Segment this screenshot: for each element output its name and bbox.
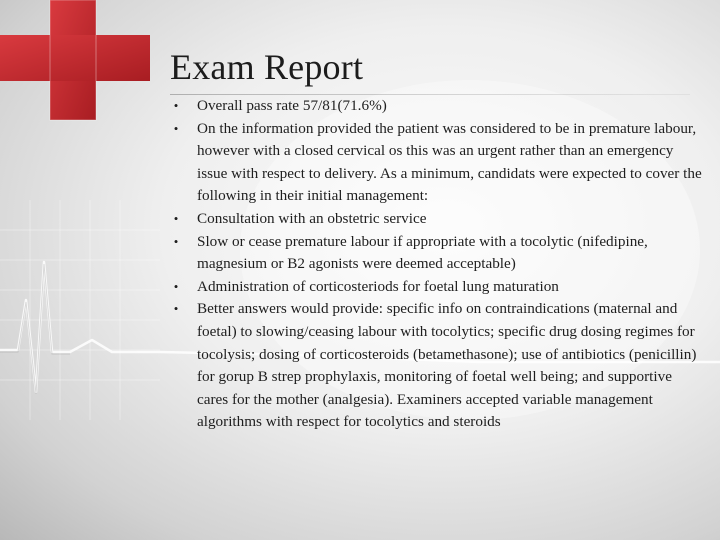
red-cross-icon: [0, 0, 150, 120]
bullet-text: Administration of corticosteriods for foetal lung maturation: [197, 277, 559, 295]
bullet-text: Slow or cease premature labour if appropriate with a tocolytic (nifedipine, magnesium or B2 agonists were deemed acceptable): [197, 232, 648, 273]
bullet-text: On the information provided the patient was considered to be in premature labour, however with a closed cervical os this was an urgent rather than an emergency issue with respect to delivery. As a minimum, candidats were expected to cover the following in their initial management:: [197, 119, 702, 205]
bullet-list: [170, 95, 705, 434]
bullet-item: [170, 276, 705, 299]
bullet-text: Consultation with an obstetric service: [197, 209, 427, 227]
bullet-item: [170, 298, 705, 434]
bullet-icon: •: [173, 278, 179, 294]
bullet-text: Better answers would provide: specific info on contraindications (maternal and foetal) to slowing/ceasing labour with tocolytics; specific drug dosing regimes for tocolysis; dosing of corticosteroids (betamethasone); use of antibiotics (penicillin) for gorup B strep prophylaxis, monitoring of foetal well being; and supportive cares for the mother (analgesia). Examiners accepted variable management algorithms with respect for tocolytics and steroids: [197, 300, 697, 431]
slide-title: Exam Report: [170, 47, 364, 87]
bullet-icon: •: [173, 120, 179, 136]
bullet-item: [170, 208, 705, 231]
bullet-item: [170, 231, 705, 276]
bullet-icon: •: [173, 98, 179, 113]
bullet-icon: •: [173, 210, 179, 226]
bullet-text: Overall pass rate 57/81(71.6%): [197, 97, 387, 114]
bullet-icon: •: [173, 233, 179, 249]
bullet-icon: •: [173, 301, 179, 317]
bullet-item: [170, 95, 705, 118]
bullet-item: [170, 118, 705, 208]
